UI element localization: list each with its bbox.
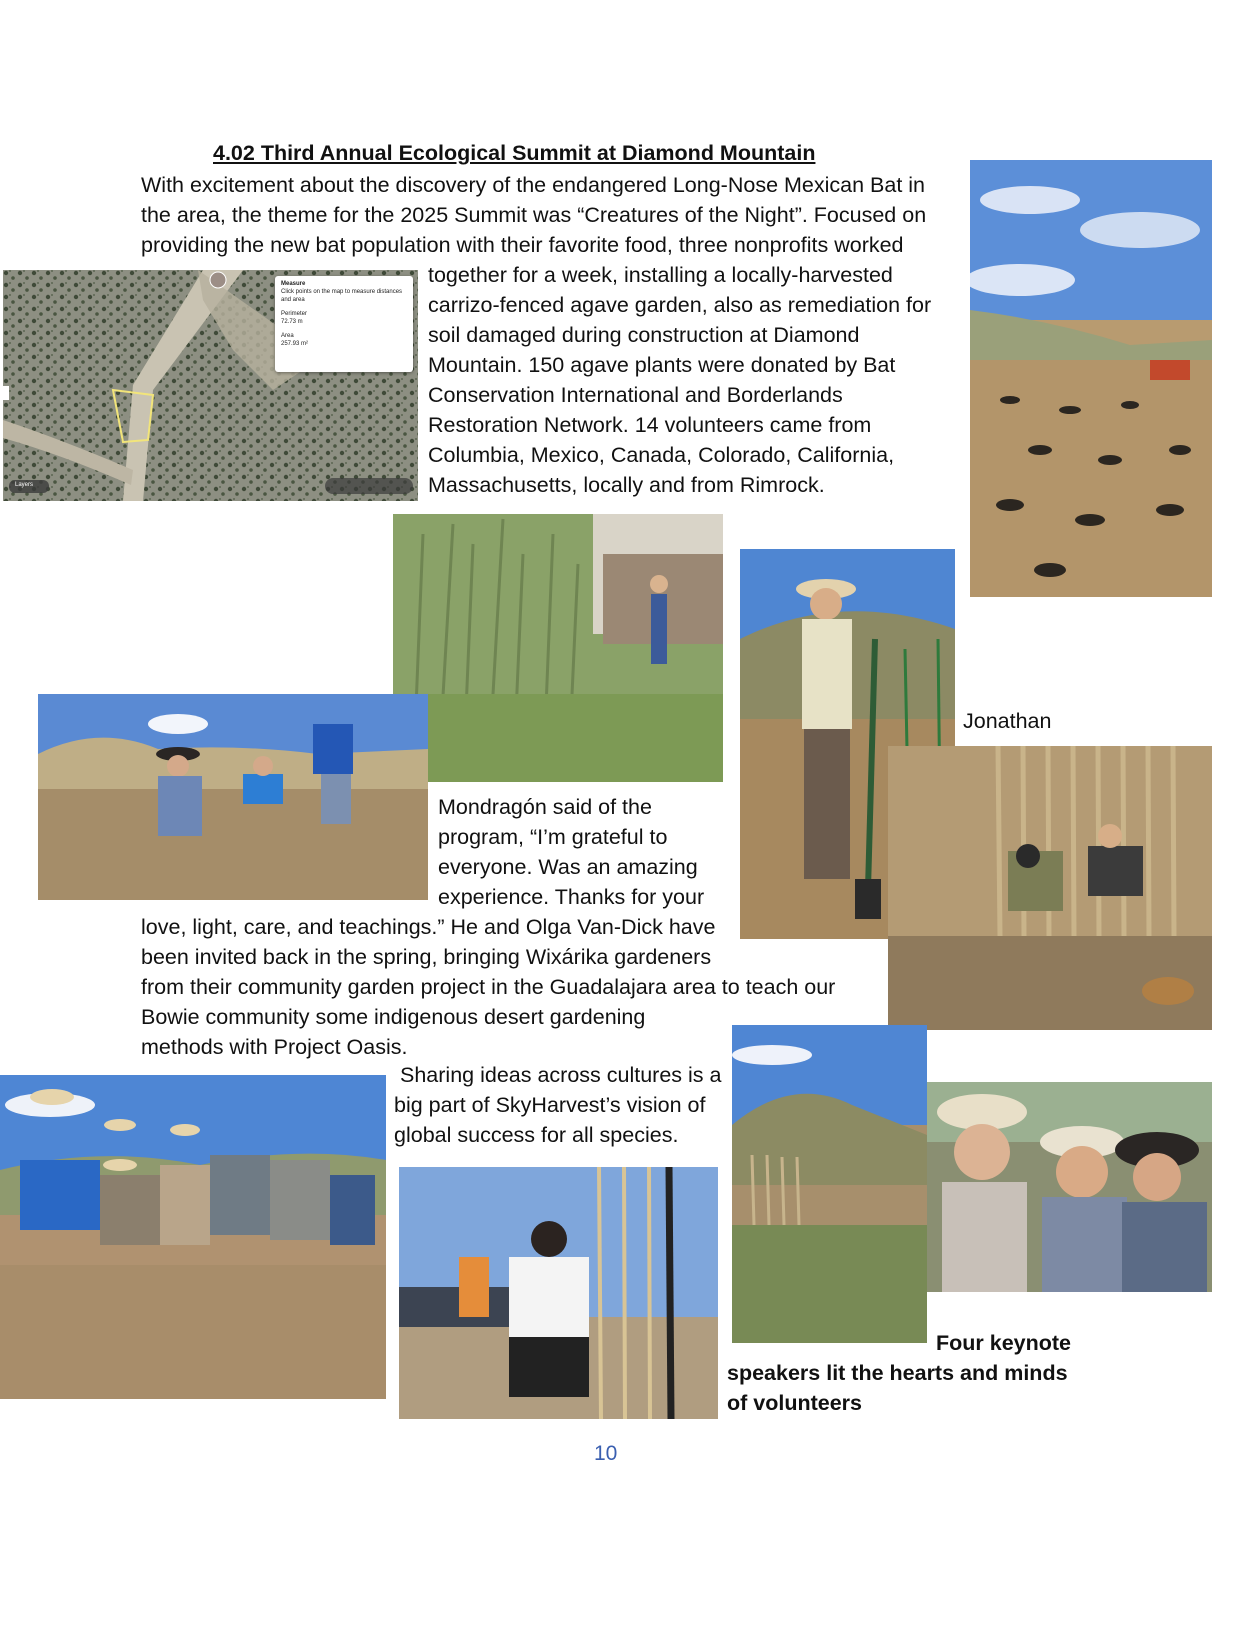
keynote-caption <box>727 1328 1071 1418</box>
planting-volunteers-photo <box>38 694 428 900</box>
text-line: from their community garden project in the Guadalajara area to teach our <box>141 975 836 999</box>
measure-hint: Click points on the map to measure distances and area <box>281 289 403 303</box>
text-line: the area, the theme for the 2025 Summit was “Creatures of the Night”. Focused on <box>141 203 927 227</box>
text-line: program, “I’m grateful to <box>438 825 668 849</box>
text-line: Sharing ideas across cultures is a <box>400 1063 722 1087</box>
page-number: 10 <box>594 1442 618 1465</box>
perimeter-value: 72.73 m <box>281 319 303 325</box>
text-line: Mondragón said of the <box>438 795 652 819</box>
sharing-paragraph <box>394 1060 721 1150</box>
text-line: been invited back in the spring, bringing Wixárika gardeners <box>141 945 712 969</box>
text-line: everyone. Was an amazing <box>438 855 698 879</box>
quote-paragraph <box>438 792 704 912</box>
text-line: With excitement about the discovery of the endangered Long-Nose Mexican Bat in <box>141 173 926 197</box>
text-line: global success for all species. <box>394 1123 679 1147</box>
text-line: soil damaged during construction at Diamond <box>428 323 860 347</box>
area-value: 257.93 m² <box>281 341 309 347</box>
text-line: methods with Project Oasis. <box>141 1035 408 1059</box>
measure-title: Measure <box>281 281 306 287</box>
caption-line: of volunteers <box>727 1391 862 1415</box>
text-line: experience. Thanks for your <box>438 885 705 909</box>
measure-panel <box>275 276 413 372</box>
fence-building-photo <box>888 746 1212 1030</box>
satellite-map-screenshot <box>3 270 418 501</box>
page-title: 4.02 Third Annual Ecological Summit at Diamond Mountain <box>213 141 816 165</box>
body-paragraph <box>428 260 931 500</box>
jonathan-label: Jonathan <box>963 709 1052 733</box>
area-label: Area <box>281 333 294 339</box>
text-line: Massachusetts, locally and from Rimrock. <box>428 473 825 497</box>
text-line: Bowie community some indigenous desert gardening <box>141 1005 646 1029</box>
text-line: Columbia, Mexico, Canada, Colorado, California, <box>428 443 895 467</box>
text-line: carrizo-fenced agave garden, also as remediation for <box>428 293 932 317</box>
text-line: together for a week, installing a locally-harvested <box>428 263 893 287</box>
text-line: love, light, care, and teachings.” He and Olga Van-Dick have <box>141 915 716 939</box>
group-photo <box>0 1075 386 1399</box>
agave-field-photo <box>970 160 1212 597</box>
keynote-speakers-photo <box>927 1082 1212 1292</box>
woman-at-fence-photo <box>399 1167 718 1419</box>
perimeter-label: Perimeter <box>281 311 308 317</box>
caption-line: Four keynote <box>936 1331 1071 1355</box>
carrizo-harvest-photo <box>393 514 723 782</box>
layers-label: Layers <box>15 482 34 488</box>
text-line: Conservation International and Borderlands <box>428 383 843 407</box>
text-line: big part of SkyHarvest’s vision of <box>394 1093 706 1117</box>
text-line: providing the new bat population with their favorite food, three nonprofits worked <box>141 233 904 257</box>
text-line: Mountain. 150 agave plants were donated by Bat <box>428 353 896 377</box>
text-line: Restoration Network. 14 volunteers came from <box>428 413 872 437</box>
intro-paragraph <box>141 170 926 260</box>
garden-view-photo <box>732 1025 927 1343</box>
caption-line: speakers lit the hearts and minds <box>727 1361 1068 1385</box>
